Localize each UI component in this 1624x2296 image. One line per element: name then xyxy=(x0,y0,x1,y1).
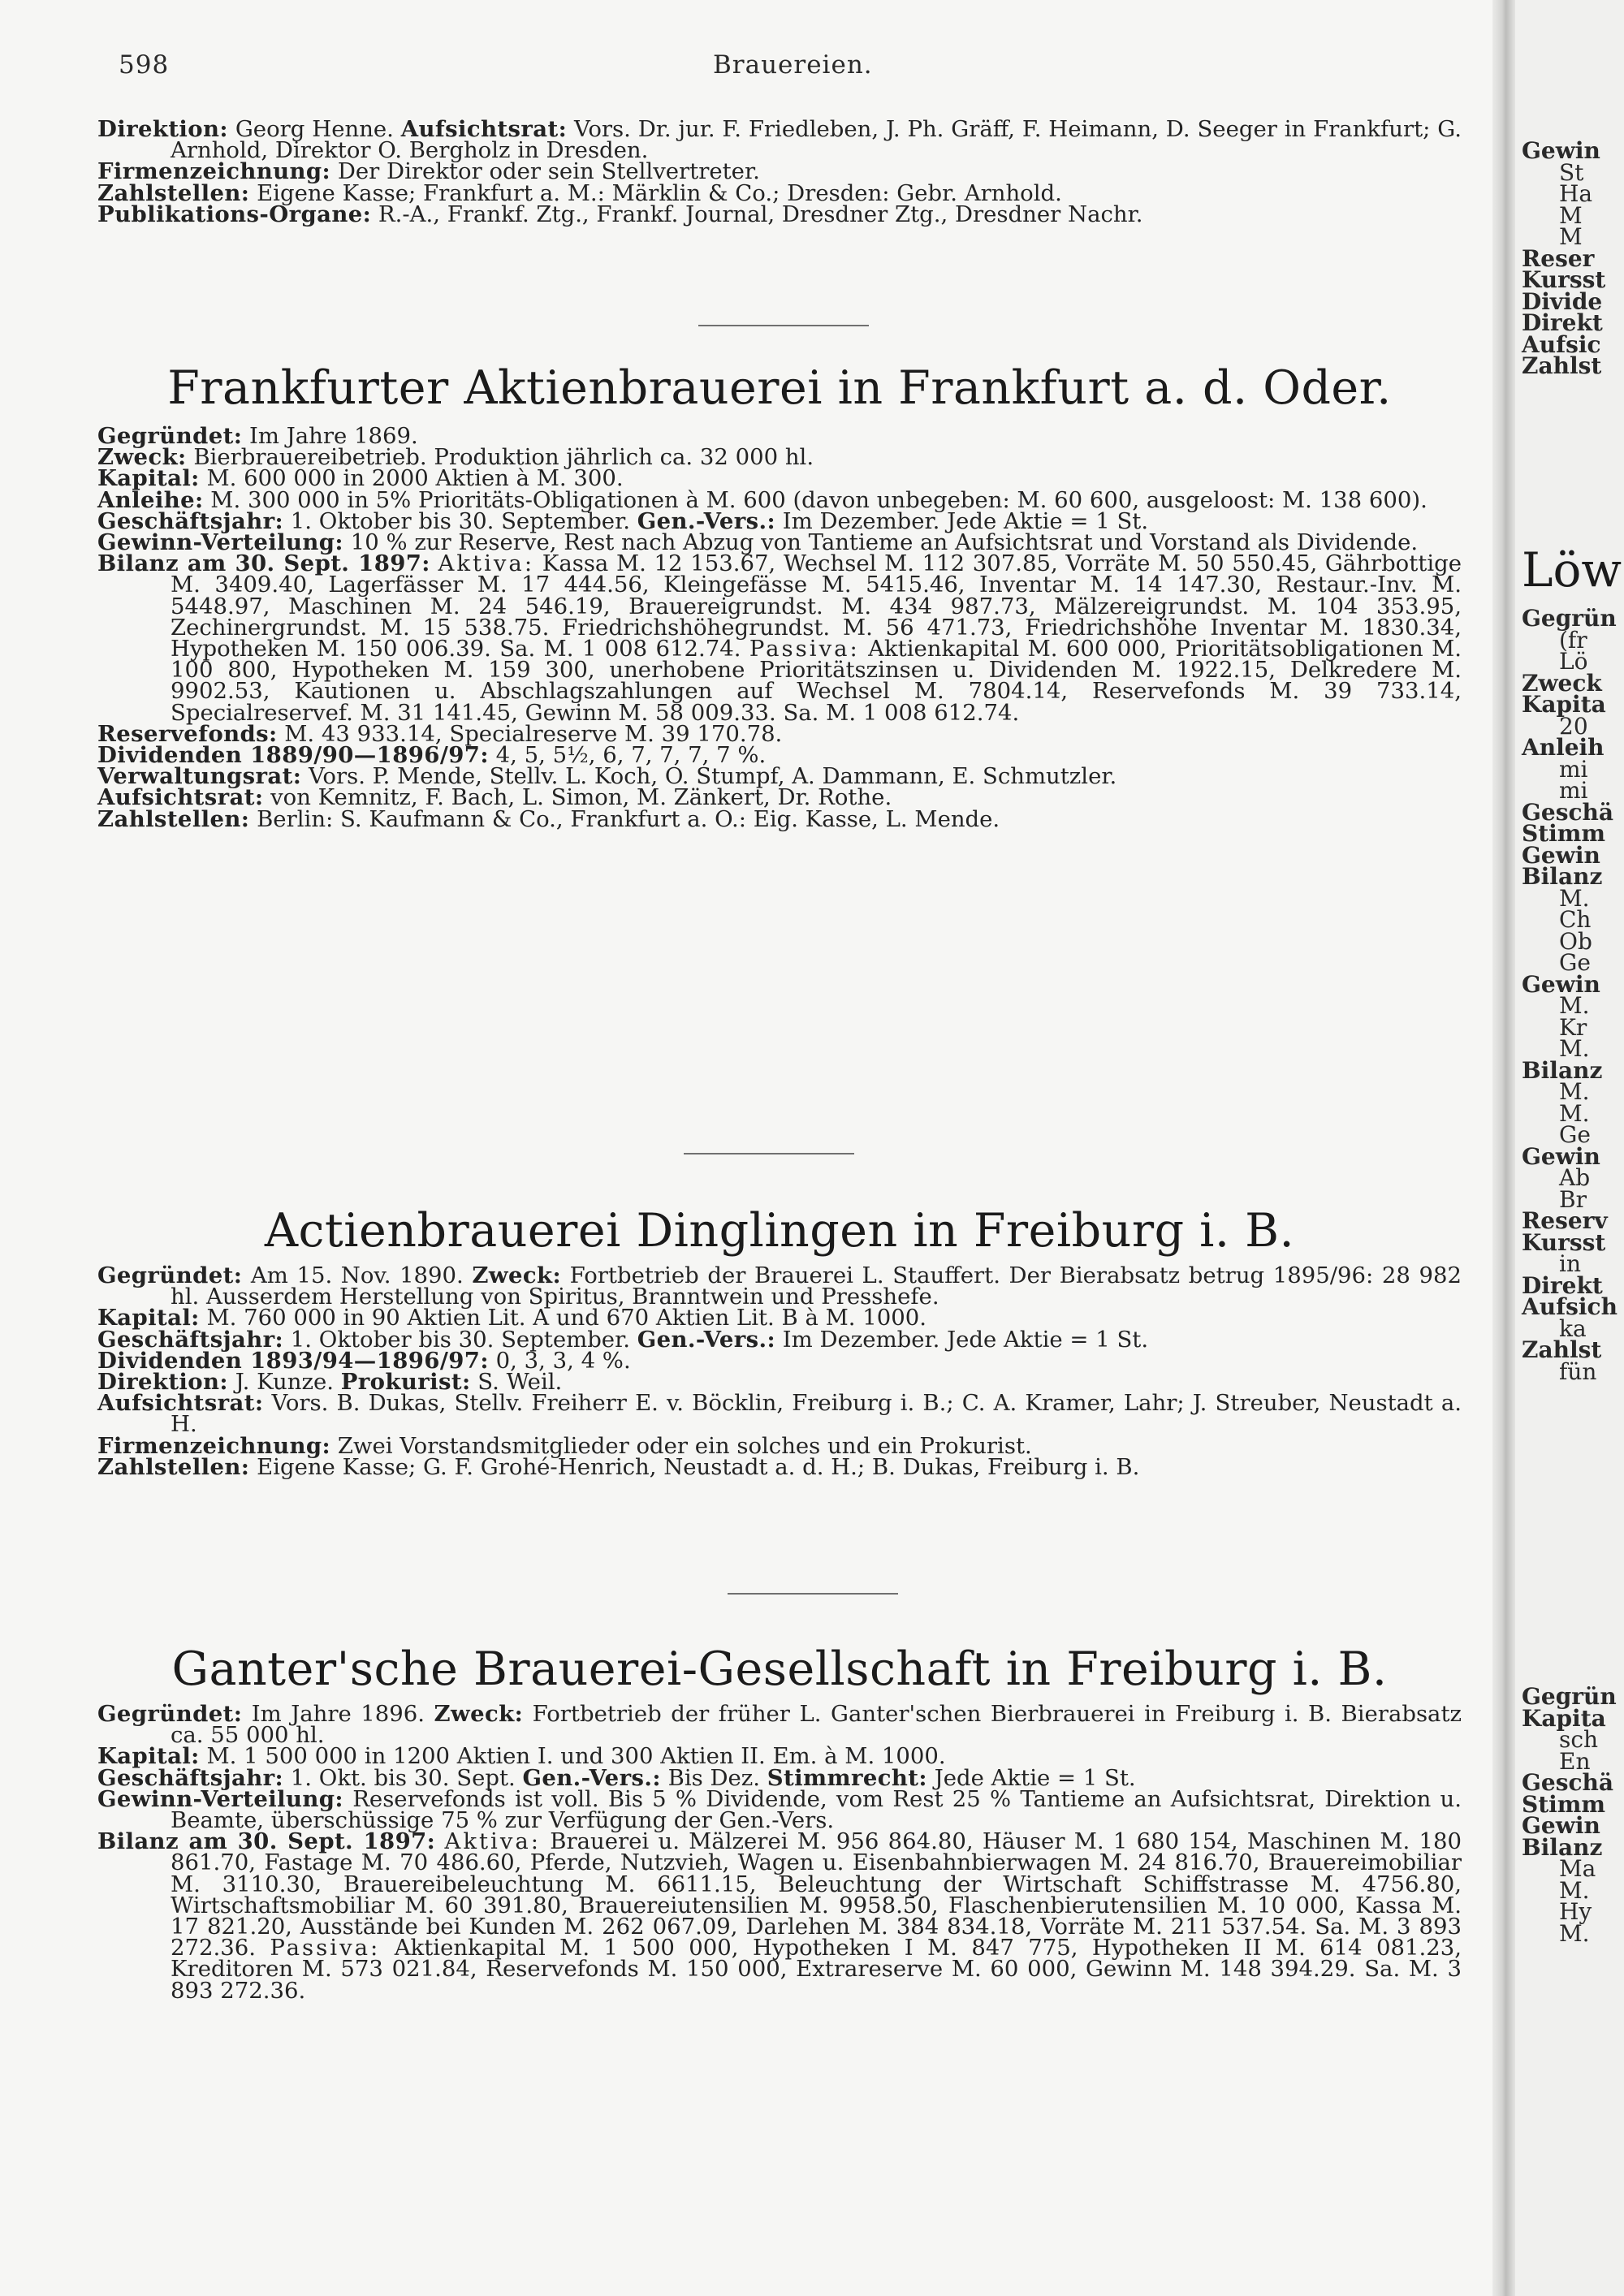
adjacent-page-text: Ha xyxy=(1559,180,1593,207)
adjacent-page-text: Aufsich xyxy=(1522,1293,1618,1320)
entry-text: 1. Oktober bis 30. September. xyxy=(283,1326,637,1353)
entry-label: Kapital: xyxy=(97,1305,200,1331)
entry-text: Vors. B. Dukas, Stellv. Freiherr E. v. Böcklin, Freiburg i. B.; C. A. Kramer, Lahr; J. Streuber, Neustadt a. H. xyxy=(171,1390,1462,1438)
entry-label: Gewinn-Verteilung: xyxy=(97,529,343,556)
entry-text: Bis Dez. xyxy=(660,1764,767,1791)
adjacent-page-text: Bilanz xyxy=(1522,863,1603,890)
adjacent-page-text: Kursst xyxy=(1522,266,1606,293)
adjacent-page-text: Stimm xyxy=(1522,820,1606,847)
adjacent-page-text: Anleih xyxy=(1522,734,1605,761)
entry-text: Fortbetrieb der Brauerei L. Stauffert. Der Bierabsatz betrug 1895/96: 28 982 hl. Ausserdem Herstellung von Spiritus, Branntwein und Presshefe. xyxy=(171,1262,1462,1310)
adjacent-page-text: Gegrün xyxy=(1522,1683,1617,1710)
adjacent-page-text: Gewin xyxy=(1522,1142,1600,1170)
entry-text: Eigene Kasse; Frankfurt a. M.: Märklin & Co.; Dresden: Gebr. Arnhold. xyxy=(249,179,1062,206)
entry-label: Zahlstellen: xyxy=(97,1453,250,1480)
adjacent-page-text: Bilanz xyxy=(1522,1833,1603,1861)
book-gutter xyxy=(1492,0,1515,2296)
entry-label: Stimmrecht: xyxy=(767,1764,927,1791)
entry-text: Aktienkapital M. 1 500 000, Hypotheken I M. 847 775, Hypotheken II M. 614 081.23, Kreditoren M. 573 021.84, Reservefonds M. 150 000, Extrareserve M. 60 000, Gewinn M. 148 394.29. Sa. M. 3 893 272.36. xyxy=(171,1935,1462,2004)
entry-line xyxy=(97,1701,1462,1749)
adjacent-page-text: ka xyxy=(1559,1314,1587,1342)
entry-label: Geschäftsjahr: xyxy=(97,1326,284,1353)
entry-text: M. 1 500 000 in 1200 Aktien I. und 300 Aktien II. Em. à M. 1000. xyxy=(199,1743,946,1770)
entry-text: M. 300 000 in 5% Prioritäts-Obligationen à M. 600 (davon unbegeben: M. 60 600, ausgeloost: M. 138 600). xyxy=(203,486,1427,513)
page-number: 598 xyxy=(119,50,170,80)
adjacent-page-text: M. xyxy=(1559,1919,1590,1947)
adjacent-page-text: Bilanz xyxy=(1522,1056,1603,1084)
entry-text: Im Jahre 1896. xyxy=(242,1701,434,1727)
entry-text: Vors. Dr. jur. F. Friedleben, J. Ph. Gräff, F. Heimann, D. Seeger in Frankfurt; G. Arnhold, Direktor O. Bergholz in Dresden. xyxy=(171,116,1462,164)
entry-text: Eigene Kasse; G. F. Grohé-Henrich, Neustadt a. d. H.; B. Dukas, Freiburg i. B. xyxy=(249,1453,1140,1480)
entry-label: Aufsichtsrat: xyxy=(97,784,264,811)
adjacent-page-text: mi xyxy=(1559,755,1588,783)
balance-heading: Aktiva: xyxy=(444,1828,542,1855)
adjacent-page-text: mi xyxy=(1559,777,1588,804)
adjacent-page-text: Direkt xyxy=(1522,1271,1603,1299)
entry-label: Zweck: xyxy=(97,444,187,471)
entry-label: Verwaltungsrat: xyxy=(97,763,302,790)
adjacent-page-text: M. xyxy=(1559,1035,1590,1062)
entry-text: M. 600 000 in 2000 Aktien à M. 300. xyxy=(199,465,624,492)
adjacent-page-text: Lö xyxy=(1559,648,1588,675)
entry-text: Im Dezember. Jede Aktie = 1 St. xyxy=(775,507,1149,534)
balance-heading: Aktiva: xyxy=(438,550,535,577)
intro-entries xyxy=(97,116,1462,227)
adjacent-page-text: Geschä xyxy=(1522,1769,1614,1796)
entry-label: Gen.-Vers.: xyxy=(522,1764,661,1791)
adjacent-page-text: Gewin xyxy=(1522,970,1600,998)
adjacent-page-text: Ge xyxy=(1559,949,1591,976)
adjacent-page-text: M xyxy=(1559,223,1583,250)
entry-label: Dividenden 1893/94—1896/97: xyxy=(97,1347,489,1374)
adjacent-page-text: Reser xyxy=(1522,244,1595,272)
adjacent-page-text: in xyxy=(1559,1250,1581,1277)
entry-line xyxy=(97,805,1462,832)
entry-label: Direktion: xyxy=(97,116,228,142)
entry-text: Brauerei u. Mälzerei M. 956 864.80, Häuser M. 1 680 154, Maschinen M. 180 861.70, Fastage M. 70 486.60, Pferde, Nutzvieh, Wagen u. Eisenbahnbierwagen M. 24 816.70, Brauereimobiliar M. 3110.30, Brauereibeleuchtung M. 6611.15, Beleuchtung der Wirtschaft Schiffstrasse M. 4756.80, Wirtschaftsmobiliar M. 60 391.80, Brauereiutensilien M. 9958.50, Flaschenbierutensilien M. 10 000, Kassa M. 17 821.20, Ausstände bei Kunden M. 262 067.09, Darlehen M. 384 834.18, Vorräte M. 211 537.54. Sa. M. 3 893 272.36. xyxy=(171,1828,1462,1962)
adjacent-page-text: Br xyxy=(1559,1185,1587,1213)
entry-text: Zwei Vorstandsmitglieder oder ein solches und ein Prokurist. xyxy=(330,1432,1032,1459)
section-body-ganter-brauerei xyxy=(97,1701,1462,2004)
entry-label: Gen.-Vers.: xyxy=(637,507,776,534)
section-title-frankfurter-aktienbrauerei: Frankfurter Aktienbrauerei in Frankfurt a. d. Oder. xyxy=(167,361,1392,415)
section-divider xyxy=(728,1593,898,1595)
entry-line xyxy=(97,201,1462,227)
entry-label: Geschäftsjahr: xyxy=(97,507,284,534)
adjacent-page-text: (fr xyxy=(1559,626,1587,654)
adjacent-page-text: Ch xyxy=(1559,906,1592,933)
adjacent-page-text: Ge xyxy=(1559,1121,1591,1148)
entry-label: Bilanz am 30. Sept. 1897: xyxy=(97,550,430,577)
section-title-actienbrauerei-dinglingen: Actienbrauerei Dinglingen in Freiburg i. B. xyxy=(264,1204,1295,1258)
adjacent-page-text: Reserv xyxy=(1522,1207,1608,1234)
entry-text: M. 43 933.14, Specialreserve M. 39 170.78. xyxy=(277,720,783,747)
adjacent-page-text: Stimm xyxy=(1522,1790,1606,1818)
entry-label: Kapital: xyxy=(97,465,200,492)
section-title-ganter-brauerei: Ganter'sche Brauerei-Gesellschaft in Freiburg i. B. xyxy=(171,1642,1388,1696)
adjacent-page-text: M. xyxy=(1559,1078,1590,1105)
adjacent-page-text: M. xyxy=(1559,992,1590,1019)
entry-label: Direktion: xyxy=(97,1369,228,1396)
entry-label: Firmenzeichnung: xyxy=(97,158,331,185)
entry-label: Anleihe: xyxy=(97,486,204,513)
section-body-frankfurter-aktienbrauerei xyxy=(97,425,1462,830)
adjacent-page-title: Löw xyxy=(1522,542,1622,598)
entry-line xyxy=(97,116,1462,164)
entry-line xyxy=(97,1785,1462,1834)
adjacent-page-text: Gewin xyxy=(1522,841,1600,869)
entry-label: Kapital: xyxy=(97,1743,200,1770)
adjacent-page-text: M. xyxy=(1559,1876,1590,1904)
entry-text: Berlin: S. Kaufmann & Co., Frankfurt a. O.: Eig. Kasse, L. Mende. xyxy=(249,805,1000,832)
entry-line xyxy=(97,1828,1462,2004)
entry-label: Dividenden 1889/90—1896/97: xyxy=(97,742,489,769)
entry-label: Prokurist: xyxy=(340,1369,471,1396)
adjacent-page-fragment xyxy=(1515,0,1624,2296)
adjacent-page-text: En xyxy=(1559,1747,1591,1775)
entry-label: Zweck: xyxy=(472,1262,562,1288)
section-body-actienbrauerei-dinglingen xyxy=(97,1262,1462,1480)
adjacent-page-text: M. xyxy=(1559,884,1590,912)
entry-label: Gegründet: xyxy=(97,1262,243,1288)
entry-label: Reservefonds: xyxy=(97,720,278,747)
balance-heading: Passiva: xyxy=(270,1935,381,1962)
entry-line xyxy=(97,550,1462,726)
adjacent-page-text: Zahlst xyxy=(1522,1336,1602,1363)
entry-line xyxy=(97,1453,1462,1480)
adjacent-page-text: Geschä xyxy=(1522,798,1614,826)
entry-text: 10 % zur Reserve, Rest nach Abzug von Tantieme an Aufsichtsrat und Vorstand als Dividende. xyxy=(343,529,1419,556)
adjacent-page-text: M. xyxy=(1559,1099,1590,1127)
entry-text: Im Dezember. Jede Aktie = 1 St. xyxy=(775,1326,1149,1353)
entry-label: Bilanz am 30. Sept. 1897: xyxy=(97,1828,436,1855)
entry-label: Gen.-Vers.: xyxy=(637,1326,776,1353)
entry-label: Aufsichtsrat: xyxy=(400,116,568,142)
section-divider xyxy=(684,1153,854,1154)
entry-text: Bierbrauereibetrieb. Produktion jährlich ca. 32 000 hl. xyxy=(186,444,814,471)
adjacent-page-text: Zweck xyxy=(1522,669,1602,697)
entry-text: 0, 3, 3, 4 %. xyxy=(488,1347,631,1374)
adjacent-page-text: sch xyxy=(1559,1726,1599,1753)
entry-text: Georg Henne. xyxy=(227,116,401,142)
entry-text: Am 15. Nov. 1890. xyxy=(242,1262,473,1288)
entry-label: Zahlstellen: xyxy=(97,179,250,206)
entry-text: R.-A., Frankf. Ztg., Frankf. Journal, Dresdner Ztg., Dresdner Nachr. xyxy=(371,201,1143,227)
entry-text: Fortbetrieb der früher L. Ganter'schen Bierbrauerei in Freiburg i. B. Bierabsatz ca. 55 000 hl. xyxy=(171,1701,1462,1749)
adjacent-page-text: Kr xyxy=(1559,1013,1587,1041)
entry-text: S. Weil. xyxy=(470,1369,563,1396)
entry-text: von Kemnitz, F. Bach, L. Simon, M. Zänkert, Dr. Rothe. xyxy=(263,784,892,811)
entry-line xyxy=(97,1262,1462,1310)
entry-text: M. 760 000 in 90 Aktien Lit. A und 670 Aktien Lit. B à M. 1000. xyxy=(199,1305,926,1331)
adjacent-page-text: Kapita xyxy=(1522,1704,1606,1732)
adjacent-page-text: Gegrün xyxy=(1522,605,1617,632)
entry-line xyxy=(97,1390,1462,1438)
entry-text: Im Jahre 1869. xyxy=(242,423,418,449)
adjacent-page-text: St xyxy=(1559,158,1584,186)
entry-label: Zahlstellen: xyxy=(97,805,250,832)
section-divider xyxy=(698,325,869,326)
adjacent-page-text: M xyxy=(1559,201,1583,229)
entry-text: Aktienkapital M. 600 000, Prioritätsobligationen M. 100 800, Hypotheken M. 159 300, unerhobene Prioritätszinsen u. Dividenden M. 1922.15, Delkredere M. 9902.53, Kautionen u. Abschlagszahlungen auf Wechsel M. 7804.14, Reservefonds M. 39 733.14, Specialreservef. M. 31 141.45, Gewinn M. 58 009.33. Sa. M. 1 008 612.74. xyxy=(171,636,1462,726)
running-head: Brauereien. xyxy=(713,50,873,80)
adjacent-page-text: Kapita xyxy=(1522,691,1606,718)
balance-heading: Passiva: xyxy=(749,636,860,662)
entry-text: Reservefonds ist voll. Bis 5 % Dividende, vom Rest 25 % Tantieme an Aufsichtsrat, Direktion u. Beamte, überschüssige 75 % zur Verfügung der Gen.-Vers. xyxy=(171,1785,1462,1834)
adjacent-page-text: Hy xyxy=(1559,1898,1592,1925)
entry-text: Vors. P. Mende, Stellv. L. Koch, O. Stumpf, A. Dammann, E. Schmutzler. xyxy=(301,763,1117,790)
adjacent-page-text: fün xyxy=(1559,1357,1597,1385)
adjacent-page-text: Aufsic xyxy=(1522,330,1601,358)
entry-text: 1. Okt. bis 30. Sept. xyxy=(283,1764,523,1791)
adjacent-page-text: Direkt xyxy=(1522,309,1603,336)
adjacent-page-text: 20 xyxy=(1559,712,1588,740)
entry-label: Gegründet: xyxy=(97,423,243,449)
entry-label: Firmenzeichnung: xyxy=(97,1432,331,1459)
adjacent-page-text: Ob xyxy=(1559,927,1592,955)
entry-label: Gewinn-Verteilung: xyxy=(97,1785,343,1812)
entry-label: Publikations-Organe: xyxy=(97,201,372,227)
adjacent-page-text: Zahlst xyxy=(1522,352,1602,379)
entry-label: Aufsichtsrat: xyxy=(97,1390,264,1417)
adjacent-page-text: Divide xyxy=(1522,287,1603,315)
entry-text: J. Kunze. xyxy=(227,1369,341,1396)
adjacent-page-text: Gewin xyxy=(1522,137,1600,164)
adjacent-page-text: Ma xyxy=(1559,1855,1596,1882)
entry-text: Kassa M. 12 153.67, Wechsel M. 112 307.85, Vorräte M. 50 550.45, Gährbottige M. 3409.40, Lagerfässer M. 17 444.56, Kleingefässe M. 5415.46, Inventar M. 14 147.30, Restaur.-Inv. M. 5448.97, Maschinen M. 24 546.19, Brauereigrundst. M. 434 987.73, Mälzereigrundst. M. 104 353.95, Zechinergrundst. M. 15 538.75. Friedrichshöhegrundst. M. 56 471.73, Friedrichshöhe Inventar M. 1830.34, Hypotheken M. 150 006.39. Sa. M. 1 008 612.74. xyxy=(171,550,1462,662)
entry-label: Zweck: xyxy=(434,1701,524,1727)
entry-label: Geschäftsjahr: xyxy=(97,1764,284,1791)
adjacent-page-text: Kursst xyxy=(1522,1228,1606,1256)
entry-text: Der Direktor oder sein Stellvertreter. xyxy=(330,158,760,185)
adjacent-page-text: Ab xyxy=(1559,1164,1591,1191)
entry-text: 4, 5, 5½, 6, 7, 7, 7, 7 %. xyxy=(488,742,767,769)
entry-text: 1. Oktober bis 30. September. xyxy=(283,507,637,534)
entry-text: Jede Aktie = 1 St. xyxy=(926,1764,1136,1791)
adjacent-page-text: Gewin xyxy=(1522,1812,1600,1839)
entry-label: Gegründet: xyxy=(97,1701,243,1727)
